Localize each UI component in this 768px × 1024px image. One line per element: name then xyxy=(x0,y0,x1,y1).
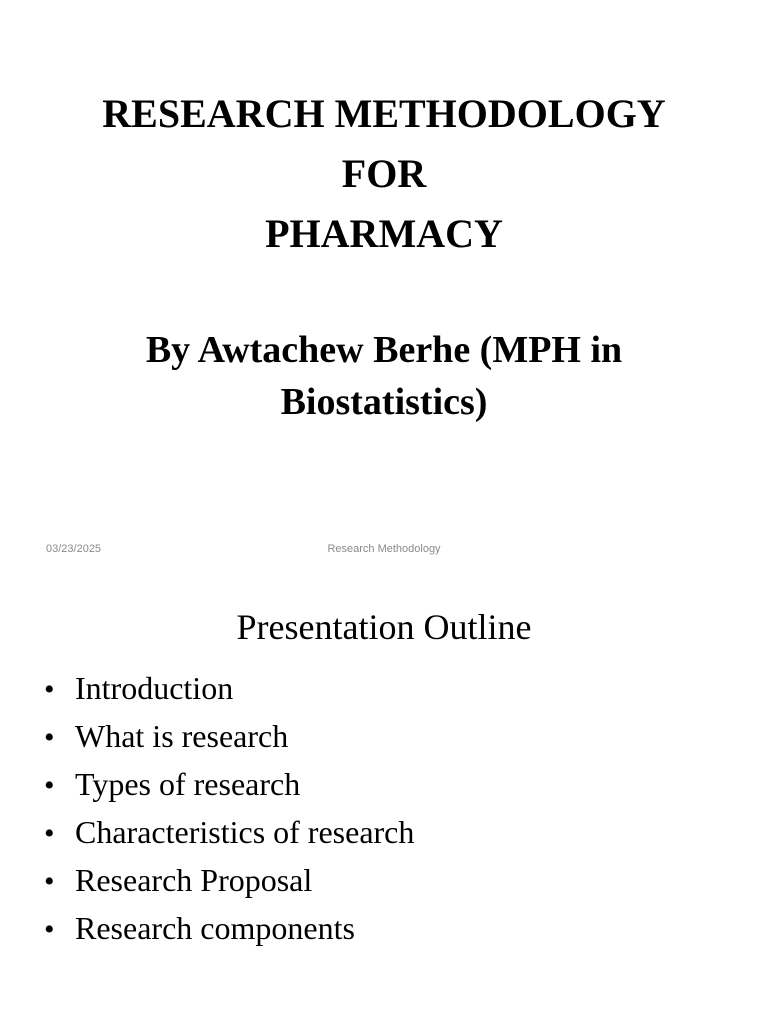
list-item xyxy=(44,712,414,760)
list-item xyxy=(44,808,414,856)
list-item xyxy=(44,760,414,808)
list-item-text: Research Proposal xyxy=(75,862,313,898)
list-item-text: Characteristics of research xyxy=(75,814,415,850)
bullet-icon: • xyxy=(44,769,55,802)
bullet-icon: • xyxy=(44,865,55,898)
bullet-icon: • xyxy=(44,913,55,946)
list-item xyxy=(44,856,414,904)
bullet-icon: • xyxy=(44,817,55,850)
slide-title xyxy=(0,84,768,264)
footer-title: Research Methodology xyxy=(327,543,441,555)
bullet-icon: • xyxy=(44,721,55,754)
list-item-text: Research components xyxy=(75,910,355,946)
title-line: PHARMACY xyxy=(265,211,503,256)
title-line: FOR xyxy=(341,151,427,196)
list-item-text: What is research xyxy=(75,718,289,754)
list-item-text: Introduction xyxy=(75,670,234,706)
author-subtitle: By Awtachew Berhe (MPH in Biostatistics) xyxy=(145,329,623,423)
title-line: RESEARCH METHODOLOGY xyxy=(102,91,666,136)
outline-slide xyxy=(0,576,768,1024)
outline-list xyxy=(44,664,414,952)
footer-date: 03/23/2025 xyxy=(46,543,102,555)
list-item xyxy=(44,664,414,712)
bullet-icon: • xyxy=(44,673,55,706)
list-item-text: Types of research xyxy=(75,766,301,802)
list-item xyxy=(44,904,414,952)
outline-title: Presentation Outline xyxy=(236,607,532,647)
